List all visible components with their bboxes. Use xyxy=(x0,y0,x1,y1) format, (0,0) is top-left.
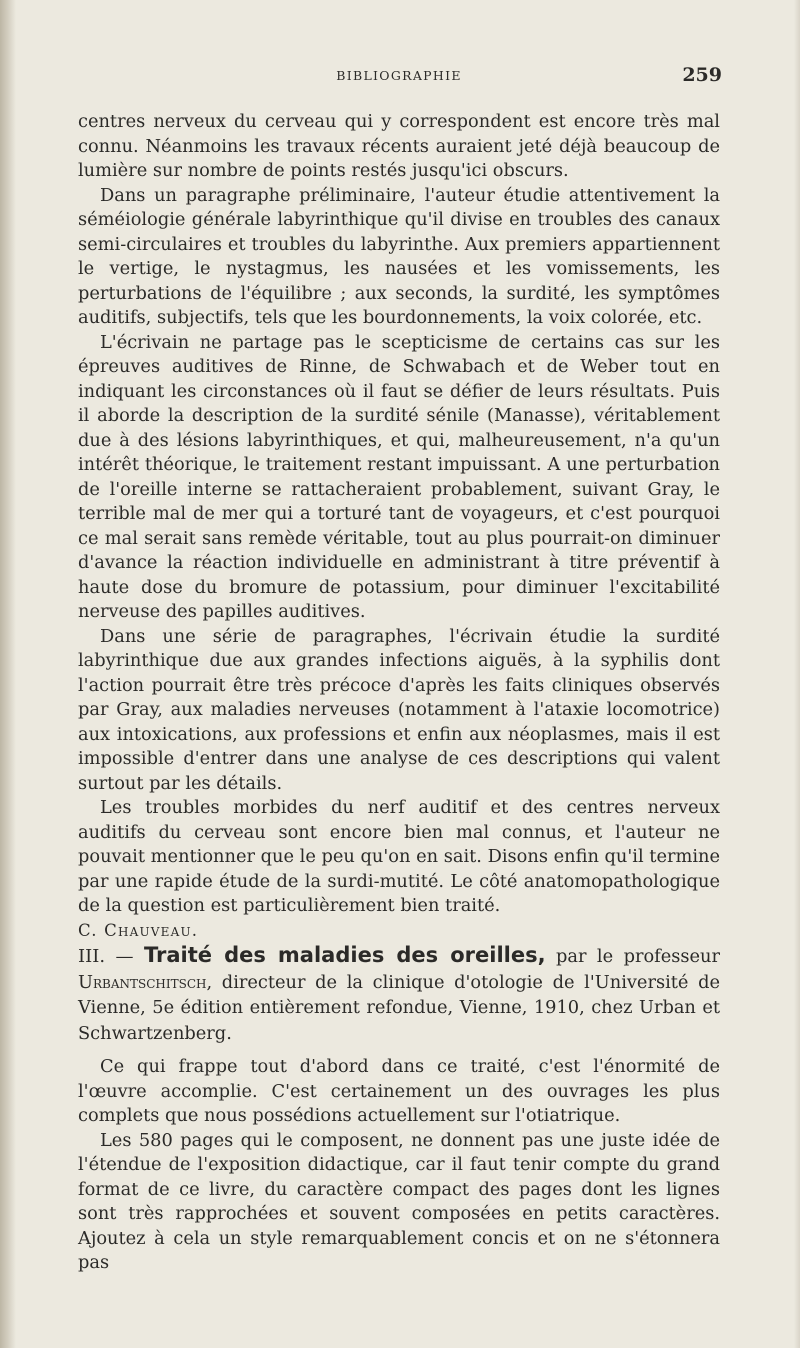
book-binding-shadow xyxy=(0,0,16,1348)
paragraph: Les 580 pages qui le composent, ne donnent pas une juste idée de l'étendue de l'exposition didactique, car il faut tenir compte du grand format de ce livre, du caractère compact des pages dont les lignes sont très rapprochées et souvent composées en petits caractères. Ajoutez à cela un style remarquablement concis et on ne s'étonnera pas xyxy=(78,1129,720,1273)
running-head-title: BIBLIOGRAPHIE xyxy=(336,68,462,83)
paragraph: Les troubles morbides du nerf auditif et des centres nerveux auditifs du cerveau sont encore bien mal connus, et l'auteur ne pouvait mentionner que le peu qu'on en sait. Disons enfin qu'il termine par une rapide étude de la surdi-mutité. Le côté anatomopathologique de la question est particulièrement bien traité. xyxy=(78,797,720,916)
paragraph: Ce qui frappe tout d'abord dans ce traité, c'est l'énormité de l'œuvre accomplie. C'est certainement un des ouvrages les plus complets que nous possédions actuellement sur l'otiatrique. xyxy=(78,1056,720,1126)
book-author: Urbantschitsch xyxy=(78,971,207,993)
paragraph: Dans une série de paragraphes, l'écrivain étudie la surdité labyrinthique due aux grandes infections aiguës, à la syphilis dont l'action pourrait être très précoce d'après les faits cliniques observés par Gray, aux maladies nerveuses (notamment à l'ataxie locomotrice) aux intoxications, aux professions et enfin aux néoplasmes, mais il est impossible d'entrer dans une analyse de ces descriptions qui valent surtout par les détails. xyxy=(78,625,720,794)
paragraph: Dans un paragraphe préliminaire, l'auteur étudie attentivement la séméiologie générale labyrinthique qu'il divise en troubles des canaux semi-circulaires et troubles du labyrinthe. Aux premiers appartiennent le vertige, le nystagmus, les nausées et les vomissements, les perturbations de l'équilibre ; aux seconds, la surdité, les symptômes auditifs, subjectifs, tels que les bourdonnements, la voix colorée, etc. xyxy=(78,184,720,328)
review-number: III. — xyxy=(78,946,134,967)
book-details: , directeur de la clinique d'otologie de l'Université de Vienne, 5e édition entièrement refondue, Vienne, 1910, chez Urban et Schwartzenberg. xyxy=(78,971,720,1044)
book-title: Traité des maladies des oreilles, xyxy=(143,943,546,967)
review-signature: C. Chauveau. xyxy=(78,920,199,940)
review-by: par le professeur xyxy=(556,946,720,967)
spacer xyxy=(78,1046,720,1055)
page-number: 259 xyxy=(682,64,722,86)
running-head xyxy=(78,64,720,90)
paragraph-continued: centres nerveux du cerveau qui y correspondent est encore très mal connu. Néanmoins les travaux récents auraient jeté déjà beaucoup de lumière sur nombre de points restés jusqu'ici obscurs. xyxy=(78,111,720,181)
page-edge-shadow xyxy=(794,0,800,1348)
paragraph: L'écrivain ne partage pas le scepticisme de certains cas sur les épreuves auditives de Rinne, de Schwabach et de Weber tout en indiquant les circonstances où il faut se défier de leurs résultats. Puis il aborde la description de la surdité sénile (Manasse), véritablement due à des lésions labyrinthiques, et qui, malheureusement, n'a qu'un intérêt théorique, le traitement restant impuissant. A une perturbation de l'oreille interne se rattacheraient probablement, suivant Gray, le terrible mal de mer qui a torturé tant de voyageurs, et c'est pourquoi ce mal serait sans remède véritable, tout au plus pourrait-on diminuer d'avance la réaction individuelle en administrant à titre préventif à haute dose du bromure de potassium, pour diminuer l'excitabilité nerveuse des papilles auditives. xyxy=(78,331,720,622)
main-text xyxy=(78,110,720,1276)
review-heading xyxy=(78,943,720,1046)
